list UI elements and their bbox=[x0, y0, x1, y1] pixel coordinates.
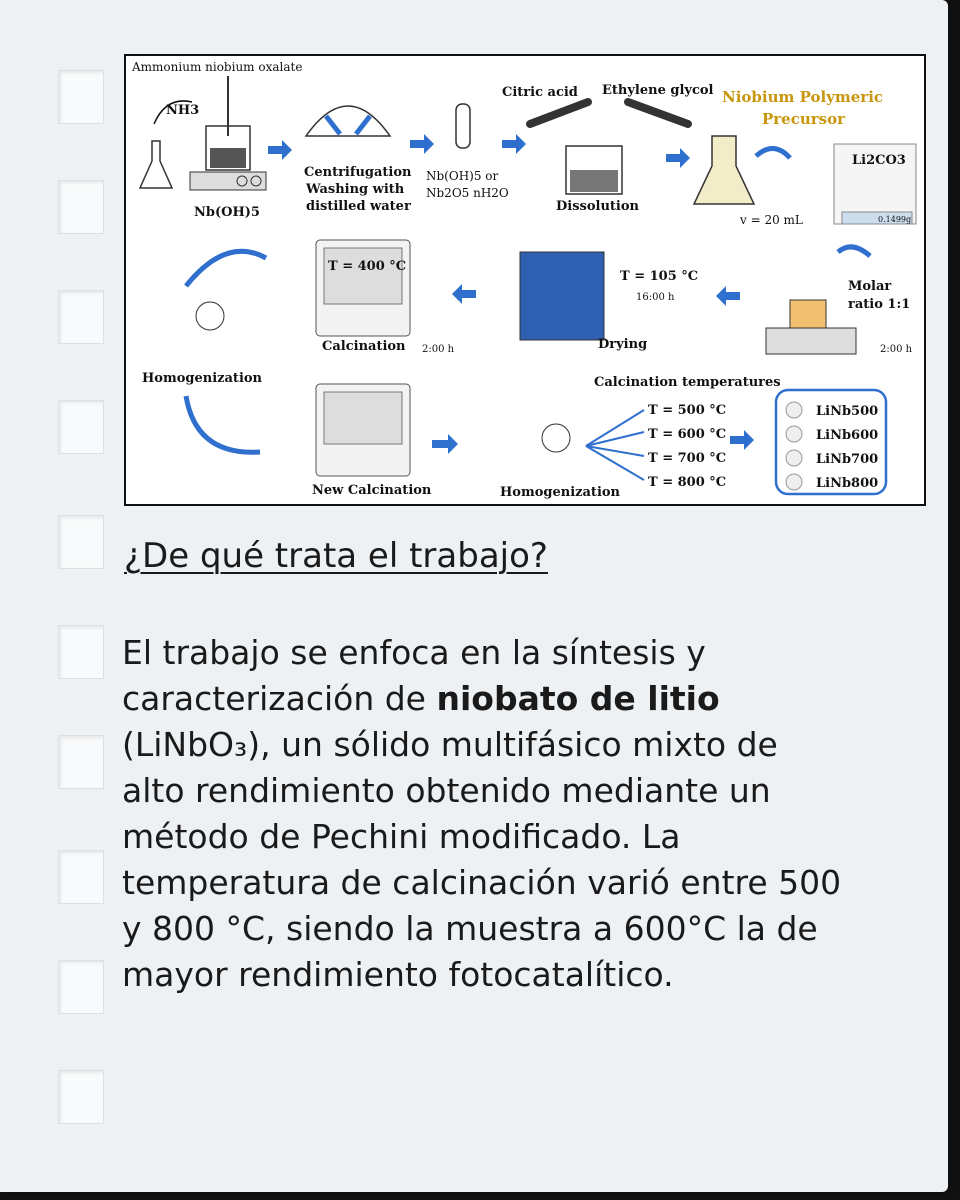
furnace-window-icon bbox=[324, 392, 402, 444]
synthesis-diagram bbox=[124, 54, 926, 506]
calc-temps-label: Calcination temperatures bbox=[594, 375, 781, 390]
binder-hole bbox=[58, 290, 104, 344]
body-text-part1: El trabajo se enfoca en la síntesis y caracterización de bbox=[122, 633, 706, 718]
stirring-time: 2:00 h bbox=[880, 344, 913, 355]
homogenization-bottom-label: Homogenization bbox=[500, 485, 621, 500]
nh3-label: NH3 bbox=[166, 103, 200, 118]
curved-arrow-icon bbox=[186, 251, 266, 286]
temp-600: T = 600 °C bbox=[648, 427, 727, 442]
body-paragraph bbox=[122, 630, 842, 998]
precursor-label-1: Niobium Polymeric bbox=[722, 88, 884, 106]
binder-hole bbox=[58, 515, 104, 569]
curved-arrow-icon bbox=[838, 247, 870, 256]
mortar-icon bbox=[542, 424, 570, 452]
flask-icon bbox=[140, 141, 172, 188]
tube-icon bbox=[326, 116, 340, 134]
drying-temp: T = 105 °C bbox=[620, 269, 699, 284]
nb-or-label-2: Nb2O5 nH2O bbox=[426, 186, 509, 200]
binder-hole bbox=[58, 180, 104, 234]
curved-arrow-icon bbox=[186, 396, 260, 452]
sample-500: LiNb500 bbox=[816, 404, 879, 419]
sample-pellet-icon bbox=[786, 450, 802, 466]
calcination-time: 2:00 h bbox=[422, 344, 455, 355]
section-heading: ¿De qué trata el trabajo? bbox=[124, 536, 548, 576]
centrifugation-label-1: Centrifugation bbox=[304, 165, 412, 180]
nb-or-label-1: Nb(OH)5 or bbox=[426, 169, 499, 183]
nboh5-label: Nb(OH)5 bbox=[194, 205, 260, 220]
binder-hole bbox=[58, 625, 104, 679]
temp-500: T = 500 °C bbox=[648, 403, 727, 418]
sample-pellet-icon bbox=[786, 426, 802, 442]
oxalate-label: Ammonium niobium oxalate bbox=[132, 60, 303, 74]
arrow-right-icon bbox=[410, 134, 434, 154]
arrow-left-icon bbox=[716, 286, 740, 306]
arrow-right-icon bbox=[666, 148, 690, 168]
arrow-left-icon bbox=[452, 284, 476, 304]
sample-pellet-icon bbox=[786, 402, 802, 418]
arrow-right-icon bbox=[502, 134, 526, 154]
precipitate-icon bbox=[210, 148, 246, 168]
drying-oven-icon bbox=[520, 252, 604, 340]
binder-hole bbox=[58, 1070, 104, 1124]
hotplate-icon bbox=[766, 328, 856, 354]
binder-holes bbox=[58, 0, 108, 1200]
temp-800: T = 800 °C bbox=[648, 475, 727, 490]
branch-line bbox=[586, 432, 644, 446]
body-text-bold: niobato de litio bbox=[436, 679, 720, 718]
li2co3-label: Li2CO3 bbox=[852, 153, 906, 168]
pipette-icon bbox=[628, 102, 688, 124]
curved-arrow-icon bbox=[756, 148, 790, 158]
sample-700: LiNb700 bbox=[816, 452, 879, 467]
body-text-part2: (LiNbO₃), un sólido multifásico mixto de alto rendimiento obtenido mediante un método de Pechini modificado. La temperatura de calcinación varió entre 500 y 800 °C, siendo la muestra a 600°C la de mayor rendimiento fotocatalítico. bbox=[122, 725, 842, 994]
tube-icon bbox=[356, 116, 370, 134]
dissolution-label: Dissolution bbox=[556, 199, 639, 214]
beaker-icon bbox=[790, 300, 826, 328]
volume-label: v = 20 mL bbox=[740, 213, 803, 227]
furnace-window-icon bbox=[324, 248, 402, 304]
centrifugation-label-3: distilled water bbox=[306, 199, 411, 214]
pipette-icon bbox=[530, 102, 588, 124]
molar-label-2: ratio 1:1 bbox=[848, 297, 911, 312]
mortar-icon bbox=[196, 302, 224, 330]
drying-label: Drying bbox=[598, 337, 648, 352]
new-calcination-label: New Calcination bbox=[312, 483, 432, 498]
arrow-right-icon bbox=[730, 430, 754, 450]
sample-pellet-icon bbox=[786, 474, 802, 490]
hotplate-icon bbox=[190, 172, 266, 190]
arrow-right-icon bbox=[268, 140, 292, 160]
binder-hole bbox=[58, 850, 104, 904]
sample-600: LiNb600 bbox=[816, 428, 879, 443]
molar-label-1: Molar bbox=[848, 279, 892, 294]
binder-hole bbox=[58, 400, 104, 454]
centrifugation-label-2: Washing with bbox=[306, 182, 405, 197]
temp-700: T = 700 °C bbox=[648, 451, 727, 466]
ethylene-glycol-label: Ethylene glycol bbox=[602, 83, 714, 98]
binder-hole bbox=[58, 960, 104, 1014]
precursor-label-2: Precursor bbox=[762, 110, 846, 128]
calcination-temp: T = 400 °C bbox=[328, 259, 407, 274]
mixture-icon bbox=[570, 170, 618, 192]
sample-800: LiNb800 bbox=[816, 476, 879, 491]
test-tube-icon bbox=[456, 104, 470, 148]
binder-hole bbox=[58, 735, 104, 789]
citric-acid-label: Citric acid bbox=[502, 85, 578, 100]
erlenmeyer-icon bbox=[694, 136, 754, 204]
binder-hole bbox=[58, 70, 104, 124]
drying-time: 16:00 h bbox=[636, 292, 675, 303]
calcination-label: Calcination bbox=[322, 339, 406, 354]
branch-line bbox=[586, 410, 644, 446]
balance-reading: 0.1499g bbox=[878, 215, 912, 224]
homogenization-left-label: Homogenization bbox=[142, 371, 263, 386]
arrow-right-icon bbox=[432, 434, 458, 454]
centrifuge-icon bbox=[306, 106, 390, 136]
